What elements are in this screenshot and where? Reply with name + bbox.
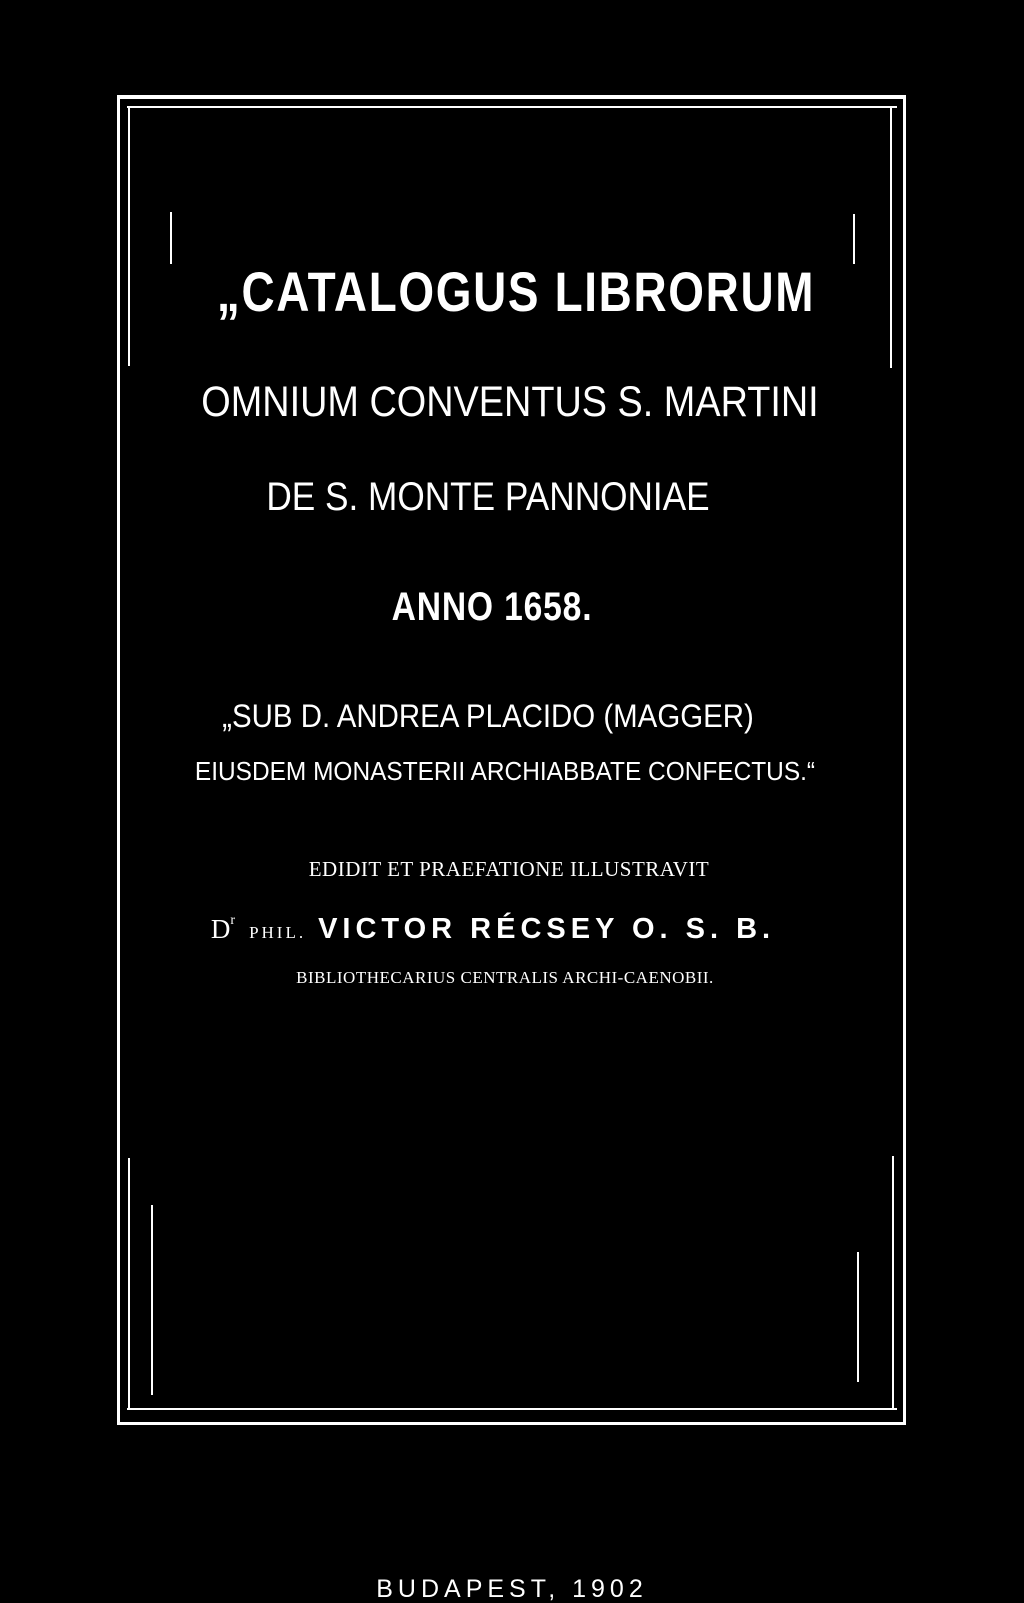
frame-left-inner-bottom	[128, 1158, 130, 1410]
frame-bottom-border	[117, 1422, 906, 1425]
frame-mark-left-bottom	[151, 1205, 153, 1395]
frame-top-inner-line	[127, 106, 897, 108]
author-line-2: EIUSDEM MONASTERII ARCHIABBATE CONFECTUS.“	[194, 756, 816, 786]
subtitle-line-1: OMNIUM CONVENTUS S. MARTINI	[201, 378, 819, 426]
editor-role: BIBLIOTHECARIUS CENTRALIS ARCHI-CAENOBII.	[296, 968, 714, 987]
book-title: „CATALOGUS LIBRORUM	[216, 260, 816, 323]
frame-mark-right-top	[853, 214, 855, 264]
frame-right-inner-bottom	[892, 1156, 894, 1410]
author-line-1: „SUB D. ANDREA PLACIDO (MAGGER)	[222, 698, 754, 734]
subtitle-line-2: DE S. MONTE PANNONIAE	[266, 475, 710, 519]
frame-top-border	[117, 95, 906, 99]
editor-name-line	[0, 914, 1005, 944]
editor-name: VICTOR RÉCSEY O. S. B.	[318, 913, 776, 945]
frame-bottom-inner-line	[127, 1408, 897, 1410]
year-line: ANNO 1658.	[391, 585, 593, 629]
frame-mark-right-bottom	[857, 1252, 859, 1382]
frame-left-inner-top	[128, 106, 130, 366]
imprint: BUDAPEST, 1902	[376, 1575, 648, 1603]
frame-right-inner-top	[890, 106, 892, 368]
editor-intro: EDIDIT ET PRAEFATIONE ILLUSTRAVIT	[308, 857, 710, 881]
editor-degree: $D^r$	[210, 913, 236, 944]
frame-mark-left-top	[170, 212, 172, 264]
editor-field: PHIL.	[249, 923, 307, 942]
